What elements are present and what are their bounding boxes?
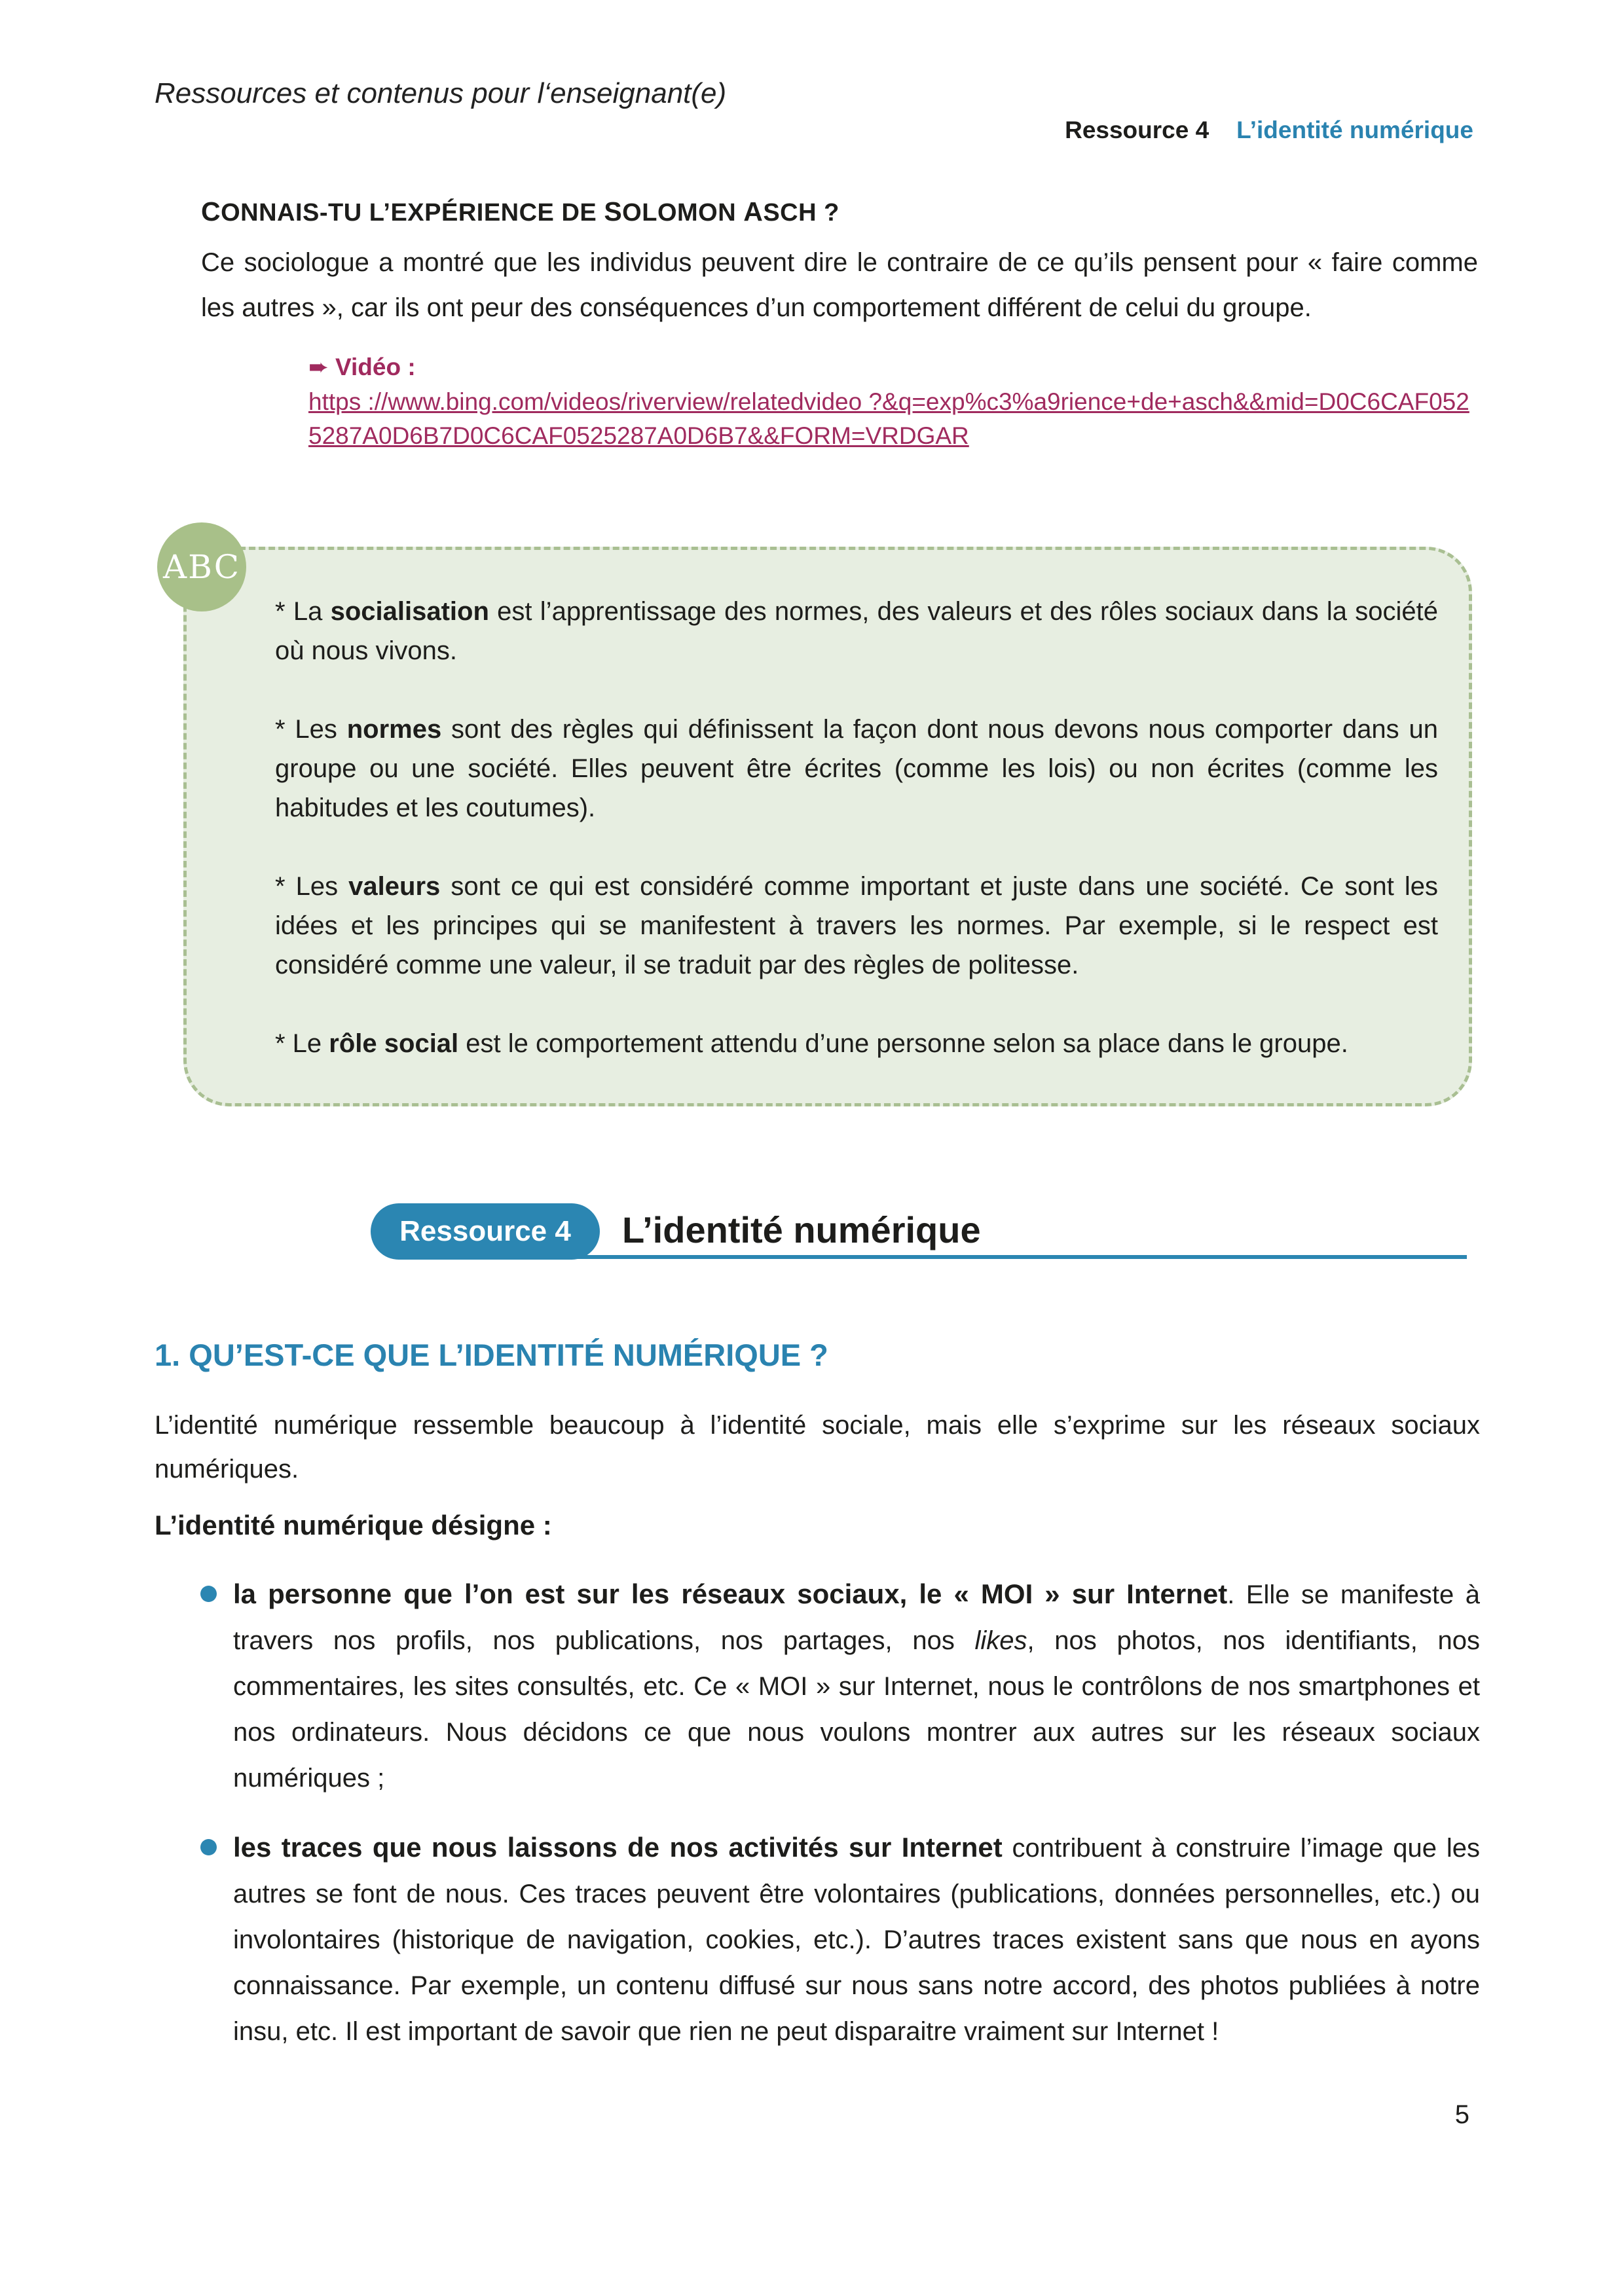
bullet-dot-icon	[200, 1586, 217, 1602]
section-heading: 1. QU’EST-CE QUE L’IDENTITÉ NUMÉRIQUE ?	[155, 1338, 828, 1372]
designe-label: L’identité numérique désigne :	[155, 1510, 552, 1540]
glossary-item-normes: * Les normes sont des règles qui définissent la façon dont nous devons nous comporter dans un groupe ou une société. Elles peuvent être écrites (comme les lois) ou non écrites (comme les habitudes et les coutumes).	[275, 715, 1438, 822]
abc-icon: ABC	[157, 522, 246, 611]
page-number: 5	[1454, 2100, 1469, 2129]
glossary-item-socialisation: * La socialisation est l’apprentissage des normes, des valeurs et des rôles sociaux dans la société où nous vivons.	[275, 597, 1438, 665]
glossary-item-valeurs: * Les valeurs sont ce qui est considéré comme important et juste dans une société. Ce sont les idées et les principes qui se manifestent à travers les normes. Par exemple, si le respect est considéré comme une valeur, il se traduit par des règles de politesse.	[275, 872, 1438, 979]
video-link[interactable]: https ://www.bing.com/videos/riverview/relatedvideo ?&q=exp%c3%a9rience+de+asch&&mid=D0C6CAF0525287A0D6B7D0C6CAF0525287A0D6B7&&FORM=VRDGAR	[308, 388, 1469, 449]
glossary-item-role-social: * Le rôle social est le comportement attendu d’une personne selon sa place dans le groupe.	[275, 1029, 1348, 1058]
resource-badge: Ressource 4	[371, 1203, 600, 1260]
resource-title: L’identité numérique	[622, 1209, 981, 1250]
video-label: ➨ Vidéo :	[308, 350, 1481, 385]
header-resource-title: L’identité numérique	[1236, 117, 1473, 143]
video-reference	[308, 350, 1481, 453]
header-resource-label: Ressource 4	[1065, 117, 1209, 143]
bullet-dot-icon	[200, 1839, 217, 1855]
asch-paragraph: Ce sociologue a montré que les individus peuvent dire le contraire de ce qu’ils pensent pour « faire comme les autres », car ils ont peur des conséquences d’un comportement différent de celui du groupe.	[201, 248, 1478, 322]
bullet-list	[200, 1571, 1480, 2078]
list-item: les traces que nous laissons de nos activités sur Internet contribuent à construire l’image que les autres se font de nous. Ces traces peuvent être volontaires (publications, données personnelles, etc.) ou involontaires (historique de navigation, cookies, etc.). D’autres traces existent sans que nous en ayons connaissance. Par exemple, un contenu diffusé sur nous sans notre accord, des photos publiées à notre insu, etc. Il est important de savoir que rien ne peut disparaitre vraiment sur Internet !	[200, 1825, 1480, 2054]
asch-section	[201, 196, 1478, 331]
running-header: Ressources et contenus pour l‘enseignant(e)	[155, 77, 727, 109]
glossary-content	[275, 592, 1438, 1063]
arrow-right-icon: ➨	[308, 354, 329, 380]
list-item: la personne que l’on est sur les réseaux sociaux, le « MOI » sur Internet. Elle se manifeste à travers nos profils, nos publications, nos partages, nos likes, nos photos, nos identifiants, nos commentaires, les sites consultés, etc. Ce « MOI » sur Internet, nous le contrôlons de nos smartphones et nos ordinateurs. Nous décidons ce que nous voulons montrer aux autres sur les réseaux sociaux numériques ;	[200, 1571, 1480, 1801]
section-intro: L’identité numérique ressemble beaucoup à l’identité sociale, mais elle s’exprime sur les réseaux sociaux numériques.	[155, 1411, 1480, 1484]
running-header-resource	[1065, 117, 1473, 144]
asch-title: CONNAIS-TU L’EXPÉRIENCE DE SOLOMON ASCH ?	[201, 196, 840, 227]
